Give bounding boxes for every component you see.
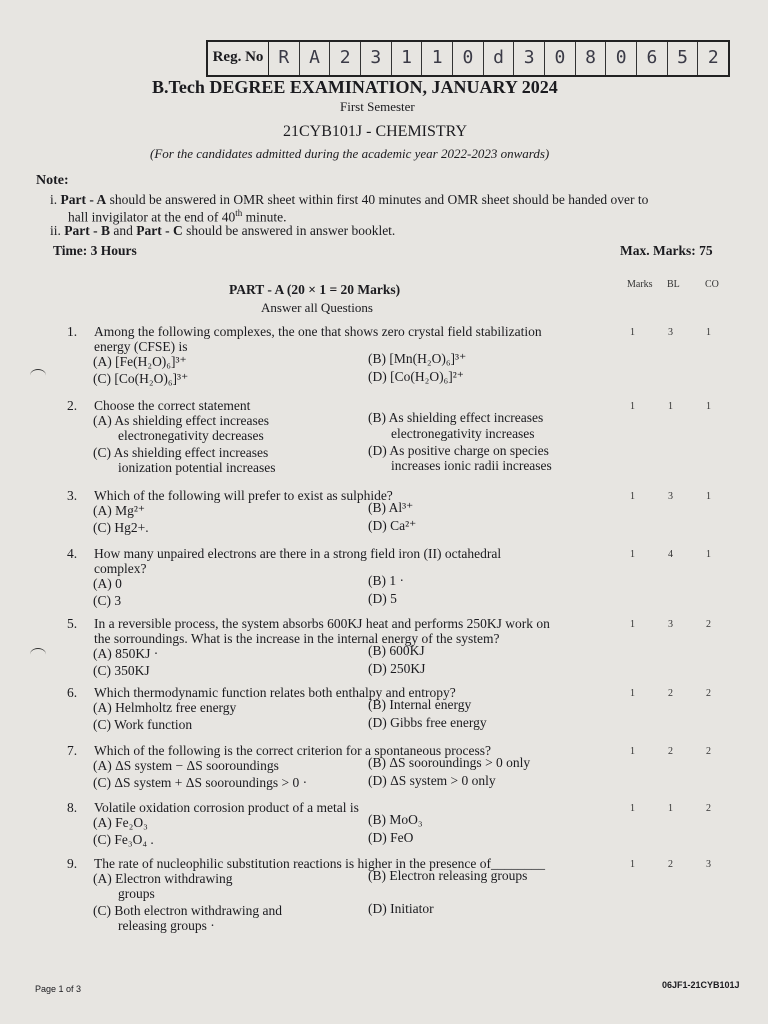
- reg-digit-cell: 6: [637, 42, 668, 75]
- pen-mark: [30, 369, 46, 382]
- reg-digit-cell: 0: [453, 42, 484, 75]
- bl-value: 2: [668, 859, 673, 870]
- bl-value: 2: [668, 688, 673, 699]
- option-a: (A) As shielding effect increases: [93, 413, 269, 428]
- question-text: Volatile oxidation corrosion product of a metal is: [94, 800, 359, 815]
- option-d: (D) 5: [368, 591, 397, 606]
- reg-digit-cell: 0: [606, 42, 637, 75]
- bl-value: 4: [668, 549, 673, 560]
- pen-mark: [30, 648, 46, 661]
- reg-digit-cell: 2: [330, 42, 361, 75]
- bl-value: 1: [668, 401, 673, 412]
- question-number: 2.: [67, 398, 78, 413]
- option-c: (C) As shielding effect increases: [93, 445, 269, 460]
- marks-value: 1: [630, 859, 635, 870]
- bl-value: 3: [668, 491, 673, 502]
- marks-value: 1: [630, 619, 635, 630]
- bl-value: 1: [668, 803, 673, 814]
- option-c: (C) 350KJ: [93, 663, 150, 678]
- col-header-bl: BL: [667, 279, 680, 290]
- marks-value: 1: [630, 491, 635, 502]
- co-value: 2: [706, 688, 711, 699]
- option-d: (D) ΔS system > 0 only: [368, 773, 496, 788]
- question-number: 7.: [67, 743, 78, 758]
- reg-digit-cell: 3: [361, 42, 392, 75]
- reg-digit-cell: R: [269, 42, 300, 75]
- option-d: (D) Ca²⁺: [368, 518, 417, 533]
- option-b: (B) MoO₃: [368, 812, 423, 827]
- reg-number-box: [206, 40, 730, 77]
- option-a-cont: groups: [118, 886, 155, 901]
- question-number: 1.: [67, 324, 78, 339]
- reg-digit-cell: 1: [422, 42, 453, 75]
- option-c: (C) Hg2+.: [93, 520, 149, 535]
- semester: First Semester: [340, 99, 415, 114]
- option-a: (A) [Fe(H₂O)₆]³⁺: [93, 354, 187, 369]
- reg-number-label: Reg. No: [208, 42, 269, 75]
- option-a: (A) Electron withdrawing: [93, 871, 233, 886]
- option-a-cont: electronegativity decreases: [118, 428, 264, 443]
- marks-value: 1: [630, 401, 635, 412]
- time-label: Time: 3 Hours: [53, 243, 137, 258]
- option-b-cont: electronegativity increases: [391, 426, 535, 441]
- co-value: 1: [706, 491, 711, 502]
- part-a-subheading: Answer all Questions: [261, 300, 373, 315]
- co-value: 2: [706, 803, 711, 814]
- page-number: Page 1 of 3: [35, 984, 82, 994]
- option-d: (D) As positive charge on species: [368, 443, 549, 458]
- part-a-heading: PART - A (20 × 1 = 20 Marks): [229, 282, 401, 297]
- option-c-cont: releasing groups ·: [118, 918, 215, 933]
- option-a: (A) ΔS system − ΔS sooroundings: [93, 758, 279, 773]
- option-a: (A) Fe₂O₃: [93, 815, 148, 830]
- marks-value: 1: [630, 327, 635, 338]
- option-b: (B) ΔS sooroundings > 0 only: [368, 755, 531, 770]
- marks-value: 1: [630, 803, 635, 814]
- option-c-cont: ionization potential increases: [118, 460, 276, 475]
- option-d-cont: increases ionic radii increases: [391, 458, 552, 473]
- reg-digit-cell: 5: [668, 42, 699, 75]
- option-d: (D) [Co(H₂O)₆]²⁺: [368, 369, 464, 384]
- option-a: (A) Mg²⁺: [93, 503, 146, 518]
- co-value: 2: [706, 746, 711, 757]
- option-a: (A) Helmholtz free energy: [93, 700, 237, 715]
- co-value: 1: [706, 327, 711, 338]
- question-text: Choose the correct statement: [94, 398, 251, 413]
- course-title: 21CYB101J - CHEMISTRY: [283, 123, 468, 140]
- reg-digit-cell: 1: [392, 42, 423, 75]
- marks-value: 1: [630, 688, 635, 699]
- option-c: (C) Work function: [93, 717, 193, 732]
- option-d: (D) Initiator: [368, 901, 434, 916]
- co-value: 3: [706, 859, 711, 870]
- bl-value: 3: [668, 327, 673, 338]
- option-d: (D) FeO: [368, 830, 414, 845]
- option-c: (C) Both electron withdrawing and: [93, 903, 282, 918]
- question-text: In a reversible process, the system absorbs 600KJ heat and performs 250KJ work on: [94, 616, 550, 631]
- col-header-marks: Marks: [627, 279, 653, 290]
- option-a: (A) 850KJ ·: [93, 646, 159, 661]
- question-number: 5.: [67, 616, 78, 631]
- option-a: (A) 0: [93, 576, 122, 591]
- note-item-1-cont: hall invigilator at the end of 40th minute.: [68, 208, 287, 225]
- note-item-2: ii. Part - B and Part - C should be answered in answer booklet.: [50, 223, 396, 238]
- paper-code: 06JF1-21CYB101J: [662, 980, 740, 990]
- option-b: (B) 1 ·: [368, 573, 404, 588]
- question-number: 3.: [67, 488, 78, 503]
- option-c: (C) [Co(H₂O)₆]³⁺: [93, 371, 189, 386]
- option-b: (B) Internal energy: [368, 697, 472, 712]
- reg-digit-cell: 8: [576, 42, 607, 75]
- admitted-note: (For the candidates admitted during the academic year 2022-2023 onwards): [150, 146, 550, 161]
- col-header-co: CO: [705, 279, 719, 290]
- question-text-cont: energy (CFSE) is: [94, 339, 188, 354]
- bl-value: 3: [668, 619, 673, 630]
- option-c: (C) Fe₃O₄ .: [93, 832, 154, 847]
- question-text: Which of the following will prefer to exist as sulphide?: [94, 488, 393, 503]
- co-value: 1: [706, 401, 711, 412]
- question-text: Among the following complexes, the one that shows zero crystal field stabilization: [94, 324, 542, 339]
- option-b: (B) Al³⁺: [368, 500, 414, 515]
- option-b: (B) As shielding effect increases: [368, 410, 544, 425]
- option-b: (B) 600KJ: [368, 643, 425, 658]
- co-value: 2: [706, 619, 711, 630]
- option-b: (B) Electron releasing groups: [368, 868, 528, 883]
- marks-value: 1: [630, 549, 635, 560]
- question-text: How many unpaired electrons are there in a strong field iron (II) octahedral: [94, 546, 502, 561]
- option-c: (C) 3: [93, 593, 122, 608]
- reg-digit-cell: 3: [514, 42, 545, 75]
- note-item-1: i. Part - A should be answered in OMR sheet within first 40 minutes and OMR sheet should be handed over to: [50, 192, 649, 207]
- reg-digit-cell: 2: [707, 47, 719, 68]
- reg-digit-cell: d: [484, 42, 515, 75]
- question-text-cont: complex?: [94, 561, 147, 576]
- question-number: 4.: [67, 546, 78, 561]
- reg-number-cells: [269, 42, 728, 75]
- co-value: 1: [706, 549, 711, 560]
- option-b: (B) [Mn(H₂O)₆]³⁺: [368, 351, 467, 366]
- reg-digit-cell: 0: [545, 42, 576, 75]
- marks-value: 1: [630, 746, 635, 757]
- question-number: 8.: [67, 800, 78, 815]
- question-text-cont: the sorroundings. What is the increase in the internal energy of the system?: [94, 631, 500, 646]
- reg-digit-cell: A: [300, 42, 331, 75]
- bl-value: 2: [668, 746, 673, 757]
- option-d: (D) Gibbs free energy: [368, 715, 487, 730]
- max-marks-label: Max. Marks: 75: [620, 243, 713, 258]
- note-heading: Note:: [36, 173, 69, 188]
- option-c: (C) ΔS system + ΔS sooroundings > 0 ·: [93, 775, 308, 790]
- question-text: The rate of nucleophilic substitution reactions is higher in the presence of________: [94, 856, 546, 871]
- question-text: Which of the following is the correct criterion for a spontaneous process?: [94, 743, 491, 758]
- question-number: 9.: [67, 856, 78, 871]
- question-number: 6.: [67, 685, 78, 700]
- question-text: Which thermodynamic function relates both enthalpy and entropy?: [94, 685, 456, 700]
- option-d: (D) 250KJ: [368, 661, 426, 676]
- exam-title: B.Tech DEGREE EXAMINATION, JANUARY 2024: [152, 77, 558, 97]
